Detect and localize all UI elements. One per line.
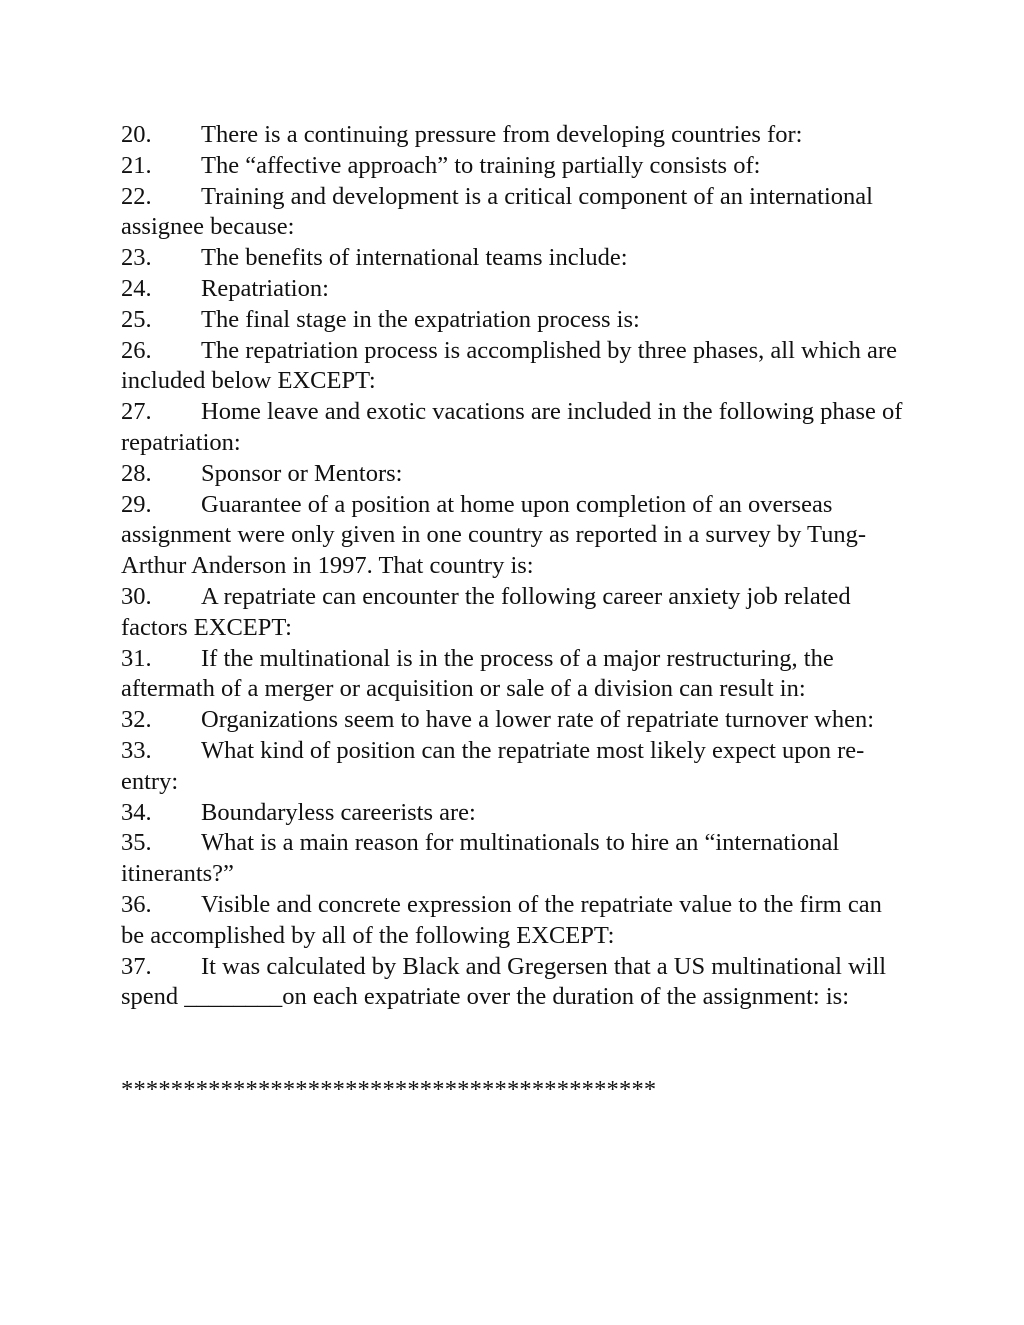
question-text: Organizations seem to have a lower rate of repatriate turnover when: xyxy=(201,706,875,734)
question-text: It was calculated by Black and Gregersen that a US multinational will spend ________on each expatriate over the duration of the assignment: is: xyxy=(121,952,887,1011)
question-text: There is a continuing pressure from developing countries for: xyxy=(201,121,803,148)
question-number: 24. xyxy=(121,274,152,302)
question-item xyxy=(121,459,911,490)
question-text: A repatriate can encounter the following career anxiety job related factors EXCEPT: xyxy=(121,582,851,641)
question-number: 33. xyxy=(121,736,152,764)
question-text: Sponsor or Mentors: xyxy=(201,459,403,487)
question-text: Home leave and exotic vacations are included in the following phase of repatriation: xyxy=(121,398,903,456)
question-number: 22. xyxy=(121,182,152,210)
question-item xyxy=(121,397,911,459)
question-text: Repatriation: xyxy=(201,274,329,302)
question-item xyxy=(121,705,911,736)
question-number: 23. xyxy=(121,244,152,272)
question-number: 34. xyxy=(121,798,152,826)
question-number: 29. xyxy=(121,490,152,518)
question-number: 28. xyxy=(121,459,152,487)
question-item xyxy=(121,828,911,890)
question-item xyxy=(121,182,911,244)
question-text: Guarantee of a position at home upon completion of an overseas assignment were only given in one country as reported in a survey by Tung-Arthur Anderson in 1997. That country is: xyxy=(121,490,867,580)
question-number: 31. xyxy=(121,644,152,672)
question-item xyxy=(121,120,911,151)
question-text: The final stage in the expatriation process is: xyxy=(201,305,640,333)
question-number: 32. xyxy=(121,706,152,734)
question-number: 30. xyxy=(121,582,152,610)
question-item xyxy=(121,151,911,182)
question-number: 36. xyxy=(121,890,152,918)
question-number: 35. xyxy=(121,829,152,857)
question-text: What is a main reason for multinationals to hire an “international itinerants?” xyxy=(121,829,840,888)
question-text: The repatriation process is accomplished by three phases, all which are included below EXCEPT: xyxy=(121,336,897,395)
question-item xyxy=(121,305,911,336)
question-text: Training and development is a critical component of an international assignee because: xyxy=(121,182,873,241)
asterisk-separator: ******************************************* xyxy=(121,1076,657,1104)
question-item xyxy=(121,798,911,829)
document-page xyxy=(121,120,911,1106)
question-number: 20. xyxy=(121,121,152,148)
question-text: What kind of position can the repatriate most likely expect upon re-entry: xyxy=(121,736,865,795)
question-item xyxy=(121,952,911,1014)
question-number: 26. xyxy=(121,336,152,364)
question-text: If the multinational is in the process of a major restructuring, the aftermath of a merger or acquisition or sale of a division can result in: xyxy=(121,644,834,703)
spacer xyxy=(121,1013,911,1075)
question-item xyxy=(121,336,911,398)
question-item xyxy=(121,644,911,706)
question-item xyxy=(121,274,911,305)
question-list xyxy=(121,120,911,1013)
question-item xyxy=(121,490,911,582)
question-number: 37. xyxy=(121,952,152,980)
question-number: 27. xyxy=(121,398,152,426)
question-text: Boundaryless careerists are: xyxy=(201,798,476,826)
question-text: The benefits of international teams include: xyxy=(201,244,628,272)
question-text: Visible and concrete expression of the repatriate value to the firm can be accomplished by all of the following EXCEPT: xyxy=(121,890,882,949)
question-item xyxy=(121,582,911,644)
question-item xyxy=(121,736,911,798)
question-number: 21. xyxy=(121,151,152,179)
question-text: The “affective approach” to training partially consists of: xyxy=(201,151,761,179)
question-item xyxy=(121,890,911,952)
question-item xyxy=(121,243,911,274)
question-number: 25. xyxy=(121,305,152,333)
